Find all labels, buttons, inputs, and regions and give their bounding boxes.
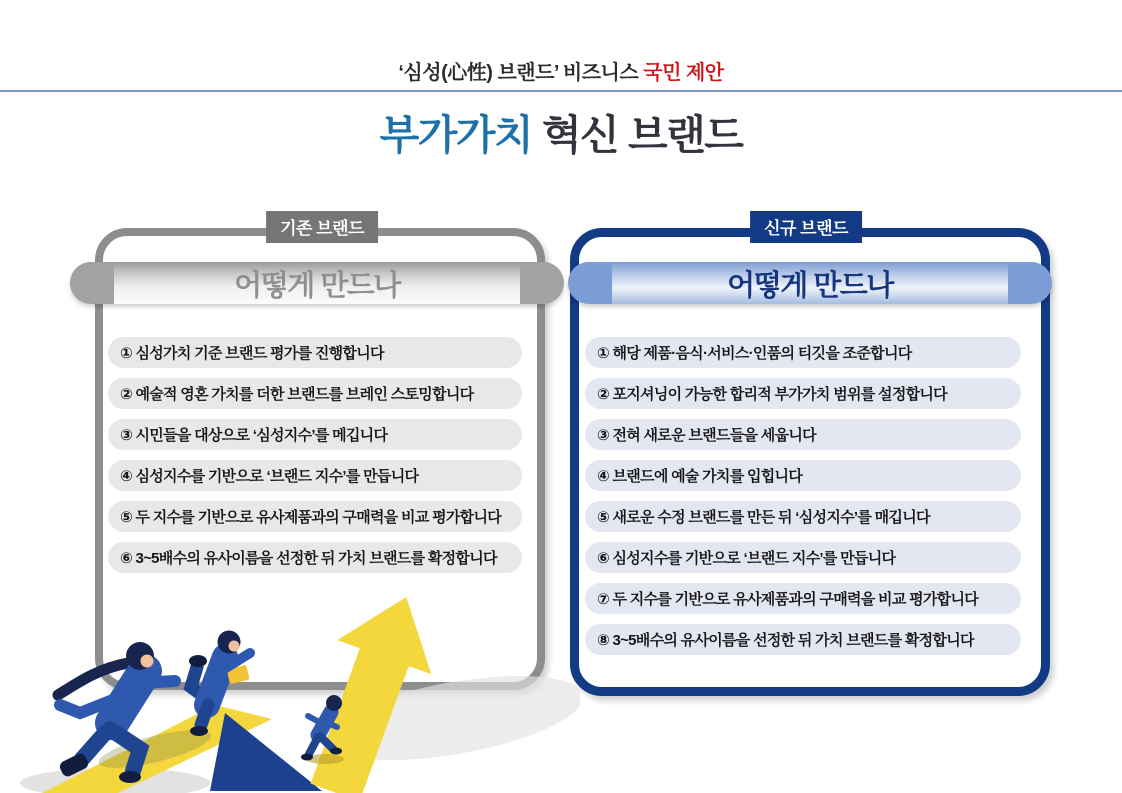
step-item: ⑤ 두 지수를 기반으로 유사제품과의 구매력을 비교 평가합니다 xyxy=(108,501,522,532)
step-item: ⑥ 심성지수를 기반으로 ‘브랜드 지수’를 만듭니다 xyxy=(585,542,1021,573)
step-item: ⑥ 3~5배수의 유사이름을 선정한 뒤 가치 브랜드를 확정합니다 xyxy=(108,542,522,573)
step-item: ③ 전혀 새로운 브랜드들을 세웁니다 xyxy=(585,419,1021,450)
back-arm xyxy=(308,716,321,723)
front-leg xyxy=(309,737,318,754)
step-item: ⑦ 두 지수를 기반으로 유사제품과의 구매력을 비교 평가합니다 xyxy=(585,583,1021,614)
existing-brand-banner xyxy=(70,262,564,304)
new-brand-steps xyxy=(585,337,1021,655)
header-title: ‘심성(心性) 브랜드’ 비즈니스 xyxy=(398,62,644,84)
existing-brand-tag: 기존 브랜드 xyxy=(266,211,378,243)
new-brand-tag: 신규 브랜드 xyxy=(750,211,862,243)
step-item: ① 심성가치 기준 브랜드 평가를 진행합니다 xyxy=(108,337,522,368)
existing-brand-banner-label: 어떻게 만드나 xyxy=(234,269,400,302)
header-title-accent: 국민 제안 xyxy=(643,62,724,84)
step-item: ③ 시민들을 대상으로 ‘심성지수’를 메깁니다 xyxy=(108,419,522,450)
front-arm xyxy=(140,681,175,683)
step-item: ④ 심성지수를 기반으로 ‘브랜드 지수’를 만듭니다 xyxy=(108,460,522,491)
new-brand-banner xyxy=(568,262,1052,304)
torso xyxy=(207,657,225,705)
head xyxy=(326,695,342,711)
step-item: ⑤ 새로운 수정 브랜드를 만든 뒤 ‘심성지수’를 매깁니다 xyxy=(585,501,1021,532)
header-divider xyxy=(0,90,1122,92)
shoe xyxy=(190,726,208,736)
shoe xyxy=(330,748,342,755)
fold-triangle xyxy=(210,713,322,791)
back-leg xyxy=(82,733,105,759)
shoe xyxy=(301,754,313,761)
existing-brand-steps xyxy=(108,337,522,573)
shoe xyxy=(189,655,207,667)
step-item: ① 해당 제품·음식·서비스·인품의 티깃을 조준합니다 xyxy=(585,337,1021,368)
face xyxy=(229,641,240,652)
face xyxy=(141,655,154,668)
step-item: ② 예술적 영혼 가치를 더한 브랜드를 브레인 스토밍합니다 xyxy=(108,378,522,409)
step-item: ② 포지셔닝이 가능한 합리적 부가가치 범위를 설정합니다 xyxy=(585,378,1021,409)
runner-figure-small xyxy=(301,695,342,761)
page-title xyxy=(0,102,1122,161)
step-item: ⑧ 3~5배수의 유사이름을 선정한 뒤 가치 브랜드를 확정합니다 xyxy=(585,624,1021,655)
slide-header xyxy=(0,56,1122,85)
page-title-accent: 부가가치 xyxy=(379,112,533,158)
new-brand-banner-label: 어떻게 만드나 xyxy=(727,269,893,302)
step-item: ④ 브랜드에 예술 가치를 입힙니다 xyxy=(585,460,1021,491)
landing-leg xyxy=(201,705,208,725)
growth-arrow-illustration xyxy=(0,553,580,793)
page-title-rest: 혁신 브랜드 xyxy=(532,112,743,158)
shoe xyxy=(119,771,141,783)
